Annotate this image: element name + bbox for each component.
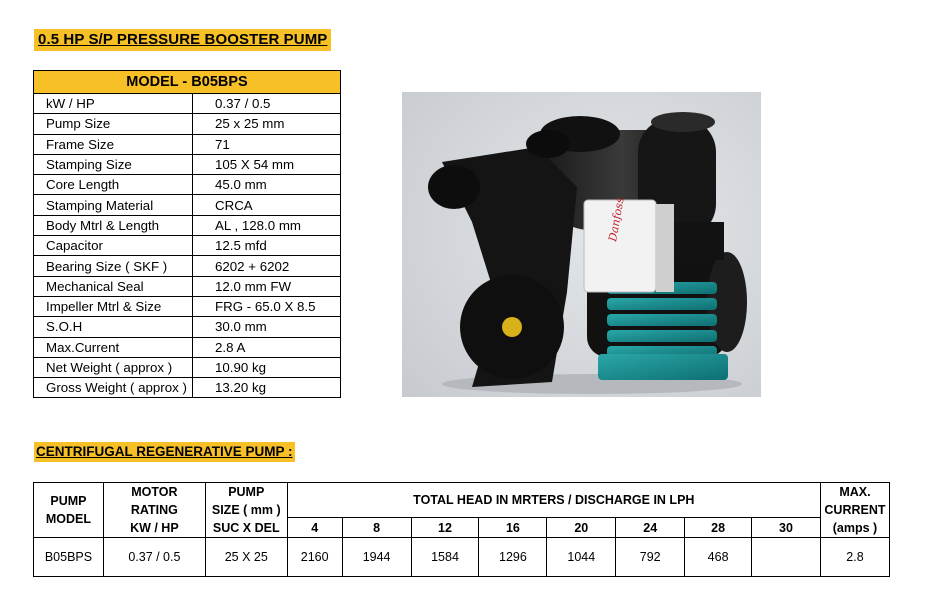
spec-header-row [34,71,341,94]
pump-photo [402,92,761,397]
discharge-cell: 1044 [547,538,616,577]
spec-label: kW / HP [34,94,193,114]
model-header: MODEL - B05BPS [34,71,341,94]
discharge-cell: 2160 [287,538,342,577]
spec-label: Net Weight ( approx ) [34,357,193,377]
spec-label: Bearing Size ( SKF ) [34,256,193,276]
col-pump-model: PUMP MODEL [34,483,104,538]
table-row [34,337,341,357]
discharge-cell: 1296 [479,538,547,577]
head-value: 4 [287,518,342,538]
spec-label: Stamping Material [34,195,193,215]
spec-value: FRG - 65.0 X 8.5 [193,296,341,316]
head-value: 24 [616,518,685,538]
spec-value: 30.0 mm [193,317,341,337]
spec-value: 71 [193,134,341,154]
col-pump-size: PUMP SIZE ( mm ) SUC X DEL [205,483,287,538]
table-row [34,378,341,398]
table-row [34,256,341,276]
spec-value: 12.0 mm FW [193,276,341,296]
head-value: 30 [752,518,821,538]
spec-value: 10.90 kg [193,357,341,377]
spec-value: 25 x 25 mm [193,114,341,134]
table-row [34,114,341,134]
table-row [34,134,341,154]
discharge-cell [752,538,821,577]
spec-table [33,70,341,398]
head-value: 8 [342,518,411,538]
table-row [34,276,341,296]
head-title: TOTAL HEAD IN MRTERS / DISCHARGE IN LPH [287,483,820,518]
spec-value: 13.20 kg [193,378,341,398]
spec-value: 0.37 / 0.5 [193,94,341,114]
pump-illustration [402,92,761,397]
spec-value: AL , 128.0 mm [193,215,341,235]
spec-label: Frame Size [34,134,193,154]
col-max-current: MAX. CURRENT (amps ) [820,483,889,538]
spec-label: Impeller Mtrl & Size [34,296,193,316]
table-row [34,296,341,316]
col-motor-rating: MOTOR RATING KW / HP [103,483,205,538]
spec-label: Mechanical Seal [34,276,193,296]
row-size: 25 X 25 [205,538,287,577]
table-row [34,236,341,256]
spec-label: Gross Weight ( approx ) [34,378,193,398]
table-row [34,94,341,114]
row-rating: 0.37 / 0.5 [103,538,205,577]
spec-label: Stamping Size [34,154,193,174]
spec-label: Body Mtrl & Length [34,215,193,235]
spec-label: Core Length [34,175,193,195]
table-row [34,357,341,377]
spec-value: CRCA [193,195,341,215]
brand-logo-text: Danfoss [606,196,627,243]
row-current: 2.8 [820,538,889,577]
spec-label: Max.Current [34,337,193,357]
table-row [34,215,341,235]
table-row [34,175,341,195]
row-model: B05BPS [34,538,104,577]
spec-label: S.O.H [34,317,193,337]
discharge-cell: 468 [685,538,752,577]
discharge-cell: 1944 [342,538,411,577]
table-row [34,195,341,215]
spec-value: 105 X 54 mm [193,154,341,174]
section-title: CENTRIFUGAL REGENERATIVE PUMP : [34,442,295,462]
spec-value: 6202 + 6202 [193,256,341,276]
head-value: 28 [685,518,752,538]
spec-value: 2.8 A [193,337,341,357]
spec-label: Pump Size [34,114,193,134]
head-value: 12 [411,518,479,538]
spec-label: Capacitor [34,236,193,256]
spec-value: 12.5 mfd [193,236,341,256]
table-row [34,538,890,577]
spec-value: 45.0 mm [193,175,341,195]
discharge-cell: 1584 [411,538,479,577]
page-title: 0.5 HP S/P PRESSURE BOOSTER PUMP [34,29,331,51]
discharge-cell: 792 [616,538,685,577]
table-row [34,317,341,337]
table-row [34,154,341,174]
head-value: 16 [479,518,547,538]
performance-table [33,482,890,577]
head-value: 20 [547,518,616,538]
